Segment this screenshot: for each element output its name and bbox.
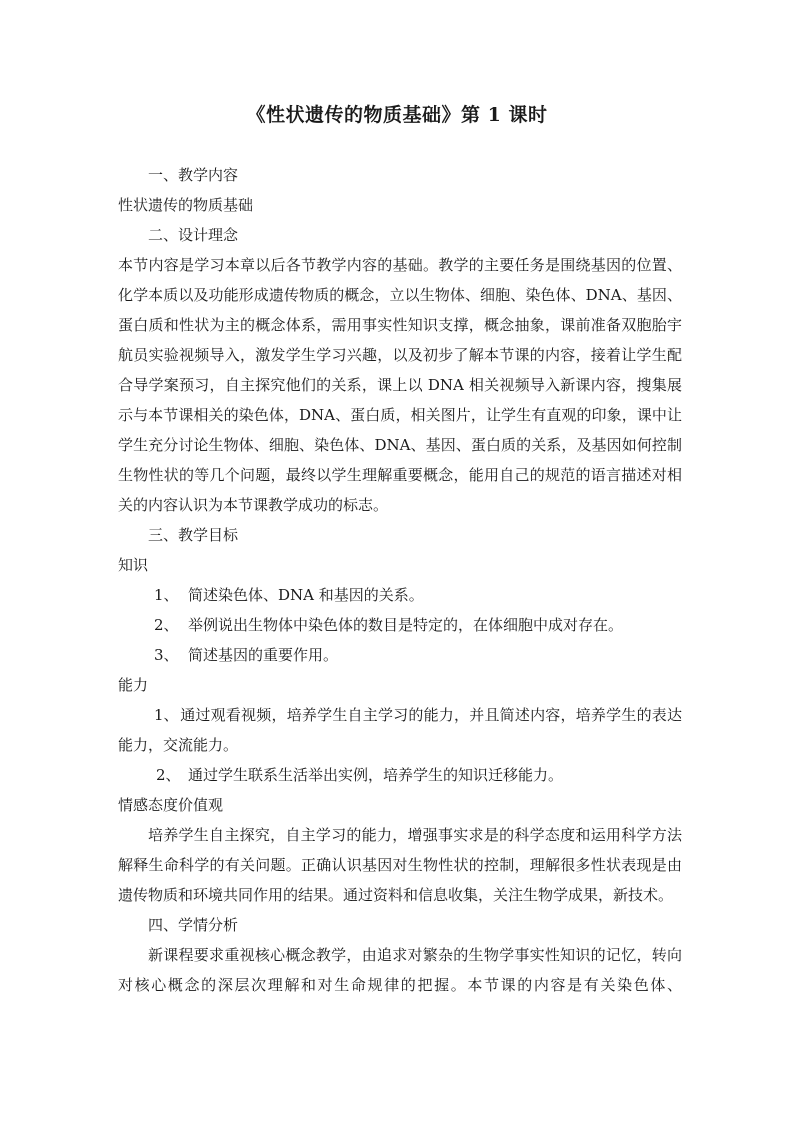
section-heading-teaching-content: 一、教学内容 <box>148 166 239 184</box>
knowledge-label: 知识 <box>118 556 149 574</box>
section-heading-learner-analysis: 四、学情分析 <box>148 916 239 934</box>
section-heading-design-concept: 二、设计理念 <box>148 226 239 244</box>
design-concept-paragraph: 本节内容是学习本章以后各节教学内容的基础。教学的主要任务是围绕基因的位置、化学本质以及功能形成遗传物质的概念，立以生物体、细胞、染色体、DNA、基因、蛋白质和性状为主的概念体系，需用事实性知识支撑，概念抽象，课前准备双胞胎宇航员实验视频导入，激发学生学习兴趣，以及初步了解本节课的内容，接着让学生配合导学案预习，自主探究他们的关系，课上以 DNA 相关视频导入新课内容，搜集展示与本节课相关的染色体，DNA、蛋白质，相关图片，让学生有直观的印象，课中让学生充分讨论生物体、细胞、染色体、DNA、基因、蛋白质的关系，及基因如何控制生物性状的等几个问题，最终以学生理解重要概念，能用自己的规范的语言描述对相关的内容认识为本节课教学成功的标志。 <box>118 256 682 514</box>
knowledge-item-number: 1、 <box>154 586 179 604</box>
teaching-content-text: 性状遗传的物质基础 <box>118 196 254 214</box>
knowledge-item <box>118 610 682 640</box>
document-title: 《性状遗传的物质基础》第 1 课时 <box>246 104 548 126</box>
knowledge-item-text: 简述染色体、DNA 和基因的关系。 <box>188 586 424 604</box>
ability-item-text: 通过观看视频，培养学生自主学习的能力，并且简述内容，培养学生的表达能力，交流能力。 <box>118 706 682 754</box>
ability-item <box>118 700 682 760</box>
knowledge-item-number: 2、 <box>154 616 179 634</box>
document-body <box>118 160 682 1000</box>
ability-label: 能力 <box>118 676 149 694</box>
knowledge-item-text: 简述基因的重要作用。 <box>188 646 339 664</box>
learner-analysis-paragraph: 新课程要求重视核心概念教学，由追求对繁杂的生物学事实性知识的记忆，转向对核心概念的深层次理解和对生命规律的把握。本节课的内容是有关染色体、 <box>118 946 682 994</box>
knowledge-item-number: 3、 <box>154 646 179 664</box>
ability-item-text: 通过学生联系生活举出实例，培养学生的知识迁移能力。 <box>188 766 564 784</box>
knowledge-item <box>118 640 682 670</box>
knowledge-item-text: 举例说出生物体中染色体的数目是特定的，在体细胞中成对存在。 <box>188 616 624 634</box>
ability-item-number: 1、 <box>154 706 179 724</box>
ability-item <box>118 760 682 790</box>
values-label: 情感态度价值观 <box>118 796 224 814</box>
values-paragraph: 培养学生自主探究，自主学习的能力，增强事实求是的科学态度和运用科学方法解释生命科学的有关问题。正确认识基因对生物性状的控制，理解很多性状表现是由遗传物质和环境共同作用的结果。通过资料和信息收集，关注生物学成果，新技术。 <box>118 826 682 904</box>
knowledge-item <box>118 580 682 610</box>
ability-item-number: 2、 <box>156 766 181 784</box>
section-heading-teaching-goals: 三、教学目标 <box>148 526 239 544</box>
